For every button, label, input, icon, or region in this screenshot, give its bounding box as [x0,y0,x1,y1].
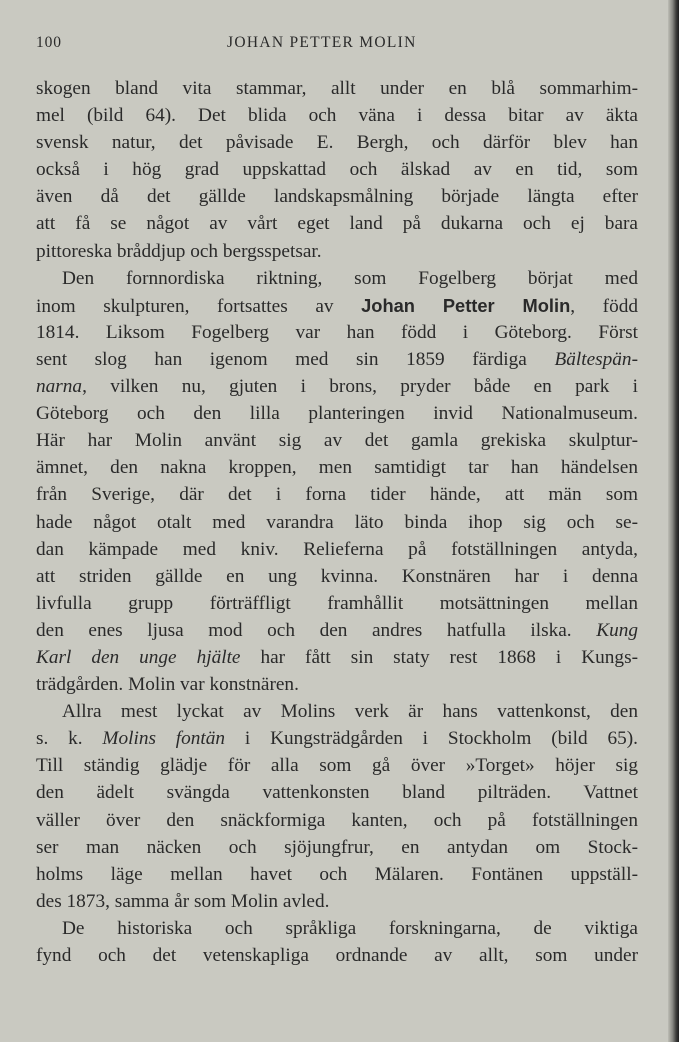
text-line [36,861,638,888]
text-segment: 1814. Liksom Fogelberg var han född i Göteborg. Först [36,321,638,343]
text-line [36,725,638,752]
text-segment: Till ständig glädje för alla som gå över »Torget» höjer sig [36,755,638,777]
text-line [36,590,638,617]
text-segment: mel (bild 64). Det blida och väna i dessa bitar av äkta [36,105,638,127]
text-segment: pittoreska bråddjup och bergsspetsar. [36,240,322,262]
text-segment: trädgården. Molin var konstnären. [36,674,299,696]
text-segment: från Sverige, där det i forna tider hände, att män som [36,484,638,506]
page-header [36,34,638,56]
text-line [36,834,638,861]
text-segment: har fått sin staty rest 1868 i Kungs- [240,646,638,668]
text-line [36,671,638,698]
text-line [36,75,638,102]
text-line [36,617,638,644]
text-segment: Göteborg och den lilla planteringen invid Nationalmuseum. [36,403,638,425]
italic-title: Bältespän- [554,348,638,370]
text-segment: livfulla grupp förträffligt framhållit motsättningen mellan [36,592,638,614]
text-segment: skogen bland vita stammar, allt under en blå sommarhim- [36,78,638,99]
italic-title: narna [36,376,83,398]
text-line [36,156,638,183]
page-edge [668,0,679,1042]
text-line [36,102,638,129]
text-segment: ämnet, den nakna kroppen, men samtidigt tar han händelsen [36,457,638,479]
text-line [36,346,638,373]
text-segment: Den fornnordiska riktning, som Fogelberg börjat med [62,267,638,289]
italic-title: Molins fontän [102,728,226,750]
text-line [36,481,638,508]
text-line [36,400,638,427]
bold-name: Johan Petter Molin [361,294,571,316]
text-line [36,427,638,454]
text-segment: inom skulpturen, fortsattes av [36,295,362,317]
text-segment: sent slog han igenom med sin 1859 färdiga [36,348,555,370]
text-segment: , född [570,295,638,317]
text-line [36,319,638,346]
italic-title: Karl den unge hjälte [36,646,241,668]
text-segment: De historiska och språkliga forskningarna, de viktiga [62,917,638,939]
text-segment: den enes ljusa mod och den andres hatfulla ilska. [36,619,597,641]
text-segment: väller över den snäckformiga kanten, och på fotställningen [36,809,638,831]
text-line [36,752,638,779]
text-line [36,536,638,563]
text-segment: att striden gällde en ung kvinna. Konstnären har i denna [36,565,638,587]
text-line [36,183,638,210]
text-segment: att få se något av vårt eget land på dukarna och ej bara [36,213,638,235]
text-line [36,644,638,671]
text-line [36,210,638,237]
text-line [36,807,638,834]
text-segment: även då det gällde landskapsmålning började längta efter [36,186,638,208]
text-line [36,129,638,156]
text-line [36,292,638,319]
text-segment: den ädelt svängda vattenkonsten bland pilträden. Vattnet [36,782,638,804]
page-number: 100 [36,34,62,51]
text-segment: holms läge mellan havet och Mälaren. Fontänen uppställ- [36,863,638,885]
italic-title: Kung [596,619,638,641]
text-segment: i Kungsträdgården i Stockholm (bild 65). [225,728,638,750]
text-segment: s. k. [36,728,103,750]
text-line [36,373,638,400]
text-segment: svensk natur, det påvisade E. Bergh, och därför blev han [36,132,638,154]
body-text [36,75,638,969]
text-line [36,942,638,969]
running-title: JOHAN PETTER MOLIN [227,34,417,51]
text-line [36,265,638,292]
text-segment: fynd och det vetenskapliga ordnande av allt, som under [36,945,638,966]
text-line [36,509,638,536]
text-segment: Här har Molin använt sig av det gamla grekiska skulptur- [36,430,638,452]
text-line [36,238,638,265]
text-segment: Allra mest lyckat av Molins verk är hans vattenkonst, den [62,701,638,723]
text-line [36,915,638,942]
text-line [36,888,638,915]
text-segment: ser man näcken och sjöjungfrur, en antydan om Stock- [36,836,638,858]
text-line [36,454,638,481]
text-line [36,698,638,725]
text-segment: des 1873, samma år som Molin avled. [36,890,330,912]
text-line [36,779,638,806]
text-line [36,563,638,590]
text-segment: hade något otalt med varandra läto binda ihop sig och se- [36,511,638,533]
text-segment: också i hög grad uppskattad och älskad av en tid, som [36,159,638,181]
text-segment: , vilken nu, gjuten i brons, pryder både en park i [82,376,638,398]
text-segment: dan kämpade med kniv. Relieferna på fotställningen antyda, [36,538,638,560]
